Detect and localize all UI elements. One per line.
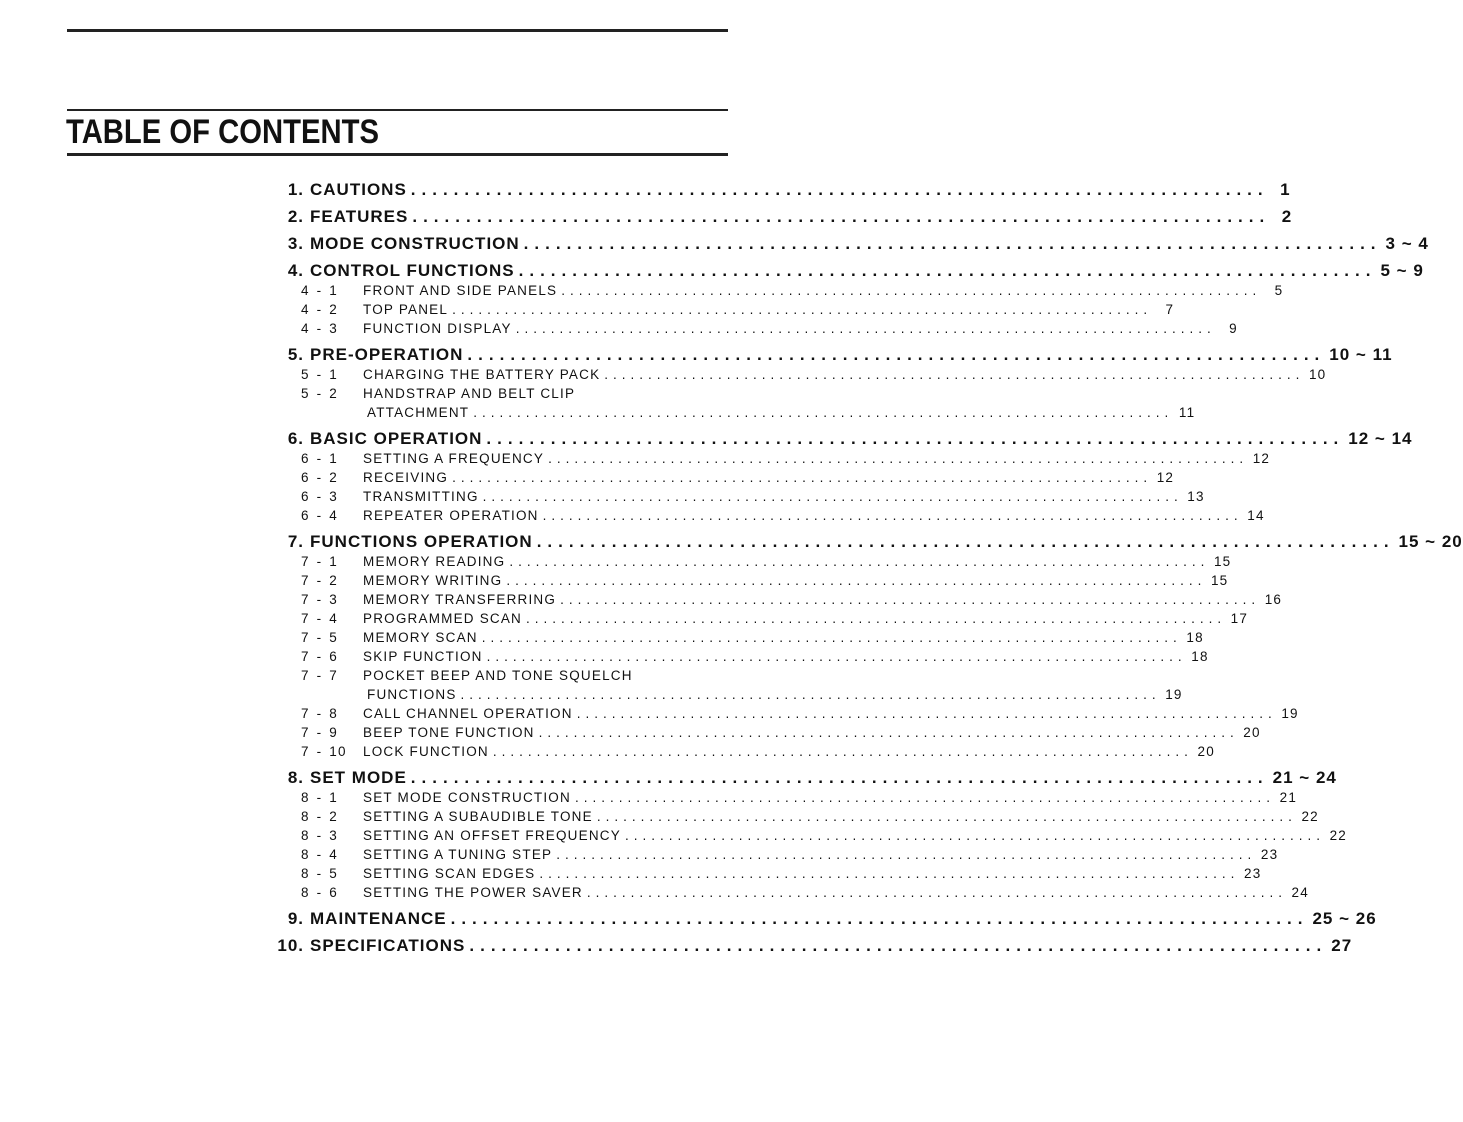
- section-title: POCKET BEEP AND TONE SQUELCH: [363, 668, 633, 683]
- page-number: 11: [1178, 405, 1196, 420]
- dot-leader: ................................................................................: [560, 592, 1261, 607]
- page-number: 12: [1156, 470, 1175, 485]
- section-title: FUNCTION DISPLAY: [363, 321, 512, 336]
- section-title: SETTING A FREQUENCY: [363, 451, 545, 466]
- dot-leader: ................................................................................: [492, 744, 1193, 759]
- dot-leader: ................................................................................: [515, 321, 1216, 336]
- dot-leader: ................................................................................: [604, 367, 1305, 382]
- dot-leader: ................................................................................: [482, 489, 1183, 504]
- page-number: 14: [1247, 508, 1265, 523]
- section-number: 7 - 3: [301, 592, 339, 607]
- section-title: MEMORY SCAN: [363, 630, 478, 645]
- section-title: MAINTENANCE: [310, 909, 447, 928]
- toc-subsection[interactable]: [268, 704, 1299, 723]
- title-top-rule: [67, 109, 728, 111]
- page-number: 5: [1274, 283, 1284, 298]
- dot-leader: ................................................................................: [538, 725, 1239, 740]
- section-number: 8 - 2: [301, 809, 339, 824]
- dot-leader: ................................................................................: [452, 302, 1153, 317]
- section-number: 7 - 6: [301, 649, 339, 664]
- section-title: SET MODE CONSTRUCTION: [363, 790, 571, 805]
- section-title: CHARGING THE BATTERY PACK: [363, 367, 601, 382]
- dot-leader: ................................................................................: [586, 885, 1287, 900]
- section-number: 7 - 1: [301, 554, 339, 569]
- toc-subsection[interactable]: [268, 319, 1238, 338]
- page-number: 27: [1331, 936, 1353, 955]
- section-number: 6.: [287, 429, 304, 448]
- page-number: 25 ~ 26: [1312, 909, 1377, 928]
- section-number: 10.: [277, 936, 304, 955]
- section-number: 6 - 3: [301, 489, 339, 504]
- section-title: SPECIFICATIONS: [310, 936, 466, 955]
- section-title: BEEP TONE FUNCTION: [363, 725, 535, 740]
- dot-leader: ................................................................................: [452, 470, 1153, 485]
- toc-subsection[interactable]: [268, 647, 1209, 666]
- section-number: 5 - 1: [301, 367, 339, 382]
- page-number: 1: [1280, 180, 1291, 199]
- dot-leader: ................................................................................: [481, 630, 1182, 645]
- toc-subsection[interactable]: [268, 685, 1183, 704]
- page-number: 3 ~ 4: [1385, 234, 1429, 253]
- section-number: 8 - 4: [301, 847, 339, 862]
- section-title: FUNCTIONS: [367, 687, 457, 702]
- section-number: 3.: [287, 234, 304, 253]
- section-number: 8 - 6: [301, 885, 339, 900]
- section-title: TOP PANEL: [363, 302, 449, 317]
- section-title: MEMORY TRANSFERRING: [363, 592, 557, 607]
- page-number: 15: [1210, 573, 1229, 588]
- section-number: 8 - 5: [301, 866, 339, 881]
- page-number: 24: [1291, 885, 1309, 900]
- section-number: 4 - 3: [301, 321, 339, 336]
- section-title: MEMORY WRITING: [363, 573, 503, 588]
- dot-leader: ................................................................................: [450, 909, 1309, 928]
- section-title: MEMORY READING: [363, 554, 506, 569]
- toc-section[interactable]: [268, 345, 1393, 365]
- section-number: 4 - 2: [301, 302, 339, 317]
- section-title: PRE-OPERATION: [310, 345, 464, 364]
- section-number: 6 - 2: [301, 470, 339, 485]
- section-title: RECEIVING: [363, 470, 449, 485]
- page-number: 21: [1279, 790, 1298, 805]
- page-number: 23: [1244, 866, 1262, 881]
- page-number: 23: [1260, 847, 1279, 862]
- section-title: SETTING AN OFFSET FREQUENCY: [363, 828, 621, 843]
- section-title: FEATURES: [310, 207, 409, 226]
- dot-leader: ................................................................................: [473, 405, 1174, 420]
- section-title: SETTING A SUBAUDIBLE TONE: [363, 809, 593, 824]
- section-title: FRONT AND SIDE PANELS: [363, 283, 558, 298]
- section-number: 6 - 1: [301, 451, 339, 466]
- page-number: 9: [1229, 321, 1238, 336]
- page-number: 19: [1281, 706, 1299, 721]
- page-number: 10 ~ 11: [1329, 345, 1393, 364]
- section-title: SETTING SCAN EDGES: [363, 866, 536, 881]
- toc-subsection[interactable]: [268, 571, 1229, 590]
- section-number: 4.: [287, 261, 304, 280]
- section-number: 7 - 5: [301, 630, 339, 645]
- page-number: 2: [1281, 207, 1293, 226]
- title-bottom-rule: [67, 153, 728, 156]
- section-title: ATTACHMENT: [367, 405, 470, 420]
- section-number: 5 - 2: [301, 386, 339, 401]
- section-number: 8 - 3: [301, 828, 339, 843]
- toc-subsection[interactable]: [268, 365, 1327, 384]
- section-number: 8 - 1: [301, 790, 339, 805]
- top-rule: [67, 29, 728, 32]
- toc-subsection[interactable]: [268, 864, 1262, 883]
- dot-leader: ................................................................................: [542, 508, 1243, 523]
- table-of-contents: [268, 180, 1463, 956]
- dot-leader: ................................................................................: [574, 790, 1276, 805]
- section-number: 7 - 4: [301, 611, 339, 626]
- toc-section[interactable]: [268, 909, 1377, 929]
- toc-subsection[interactable]: [268, 666, 726, 685]
- toc-section[interactable]: [268, 180, 1291, 200]
- page-number: 12: [1252, 451, 1271, 466]
- section-title: CALL CHANNEL OPERATION: [363, 706, 573, 721]
- toc-subsection[interactable]: [268, 826, 1347, 845]
- dot-leader: ................................................................................: [467, 345, 1326, 364]
- section-number: 6 - 4: [301, 508, 339, 523]
- page-number: 5 ~ 9: [1380, 261, 1424, 280]
- toc-section[interactable]: [268, 207, 1293, 227]
- section-title: CONTROL FUNCTIONS: [310, 261, 515, 280]
- toc-subsection[interactable]: [268, 609, 1249, 628]
- section-title: FUNCTIONS OPERATION: [310, 532, 533, 551]
- toc-subsection[interactable]: [268, 723, 1261, 742]
- dot-leader: ................................................................................: [518, 261, 1377, 280]
- section-title: SET MODE: [310, 768, 407, 787]
- section-number: 2.: [287, 207, 304, 226]
- dot-leader: ................................................................................: [556, 847, 1257, 862]
- toc-subsection[interactable]: [268, 403, 1196, 422]
- dot-leader: ................................................................................: [576, 706, 1277, 721]
- page-number: 20: [1243, 725, 1261, 740]
- toc-section[interactable]: [268, 261, 1424, 281]
- dot-leader: ................................................................................: [539, 866, 1240, 881]
- page-number: 15 ~ 20: [1398, 532, 1463, 551]
- toc-section[interactable]: [268, 768, 1337, 788]
- dot-leader: ................................................................................: [523, 234, 1382, 253]
- page-number: 22: [1301, 809, 1319, 824]
- toc-subsection[interactable]: [268, 807, 1319, 826]
- page-number: 18: [1186, 630, 1204, 645]
- dot-leader: ................................................................................: [509, 554, 1210, 569]
- section-title: REPEATER OPERATION: [363, 508, 539, 523]
- section-title: CAUTIONS: [310, 180, 407, 199]
- section-title: TRANSMITTING: [363, 489, 479, 504]
- section-title: PROGRAMMED SCAN: [363, 611, 523, 626]
- section-number: 4 - 1: [301, 283, 339, 298]
- dot-leader: ................................................................................: [526, 611, 1227, 626]
- toc-subsection[interactable]: [268, 384, 726, 403]
- section-title: BASIC OPERATION: [310, 429, 483, 448]
- toc-subsection[interactable]: [268, 300, 1175, 319]
- toc-subsection[interactable]: [268, 281, 1284, 300]
- section-number: 7 - 2: [301, 573, 339, 588]
- toc-subsection[interactable]: [268, 506, 1265, 525]
- page-number: 12 ~ 14: [1348, 429, 1413, 448]
- dot-leader: ................................................................................: [548, 451, 1249, 466]
- toc-subsection[interactable]: [268, 788, 1298, 807]
- toc-subsection[interactable]: [268, 883, 1309, 902]
- page-number: 22: [1329, 828, 1347, 843]
- dot-leader: ................................................................................: [561, 283, 1262, 298]
- toc-subsection[interactable]: [268, 552, 1232, 571]
- page-number: 16: [1264, 592, 1283, 607]
- dot-leader: ................................................................................: [412, 207, 1271, 226]
- page-number: 20: [1197, 744, 1215, 759]
- page-number: 13: [1187, 489, 1205, 504]
- toc-subsection[interactable]: [268, 449, 1271, 468]
- dot-leader: ................................................................................: [469, 936, 1328, 955]
- page-number: 7: [1165, 302, 1175, 317]
- dot-leader: ................................................................................: [596, 809, 1297, 824]
- section-number: 9.: [287, 909, 304, 928]
- section-number: 7 - 10: [301, 744, 347, 759]
- dot-leader: ................................................................................: [410, 768, 1269, 787]
- section-title: MODE CONSTRUCTION: [310, 234, 520, 253]
- section-number: 7.: [287, 532, 304, 551]
- toc-subsection[interactable]: [268, 468, 1175, 487]
- dot-leader: ................................................................................: [536, 532, 1395, 551]
- page-number: 15: [1213, 554, 1232, 569]
- section-title: HANDSTRAP AND BELT CLIP: [363, 386, 576, 401]
- toc-section[interactable]: [268, 234, 1429, 254]
- dot-leader: ................................................................................: [624, 828, 1325, 843]
- section-number: 7 - 9: [301, 725, 339, 740]
- section-title: LOCK FUNCTION: [363, 744, 489, 759]
- toc-subsection[interactable]: [268, 845, 1279, 864]
- dot-leader: ................................................................................: [460, 687, 1161, 702]
- section-number: 5.: [287, 345, 304, 364]
- page-number: 17: [1230, 611, 1249, 626]
- section-number: 8.: [287, 768, 304, 787]
- dot-leader: ................................................................................: [486, 429, 1345, 448]
- page-number: 10: [1308, 367, 1327, 382]
- page-number: 19: [1165, 687, 1183, 702]
- page-title: TABLE OF CONTENTS: [66, 113, 379, 151]
- toc-section[interactable]: [268, 429, 1413, 449]
- section-number: 1.: [287, 180, 304, 199]
- section-number: 7 - 8: [301, 706, 339, 721]
- toc-subsection[interactable]: [268, 590, 1283, 609]
- section-number: 7 - 7: [301, 668, 339, 683]
- dot-leader: ................................................................................: [486, 649, 1187, 664]
- dot-leader: ................................................................................: [506, 573, 1207, 588]
- toc-section[interactable]: [268, 532, 1463, 552]
- toc-subsection[interactable]: [268, 742, 1215, 761]
- toc-section[interactable]: [268, 936, 1353, 956]
- page-number: 21 ~ 24: [1272, 768, 1337, 787]
- section-title: SETTING A TUNING STEP: [363, 847, 553, 862]
- section-title: SKIP FUNCTION: [363, 649, 483, 664]
- dot-leader: ................................................................................: [410, 180, 1269, 199]
- toc-subsection[interactable]: [268, 487, 1205, 506]
- section-title: SETTING THE POWER SAVER: [363, 885, 583, 900]
- toc-subsection[interactable]: [268, 628, 1204, 647]
- page-number: 18: [1191, 649, 1209, 664]
